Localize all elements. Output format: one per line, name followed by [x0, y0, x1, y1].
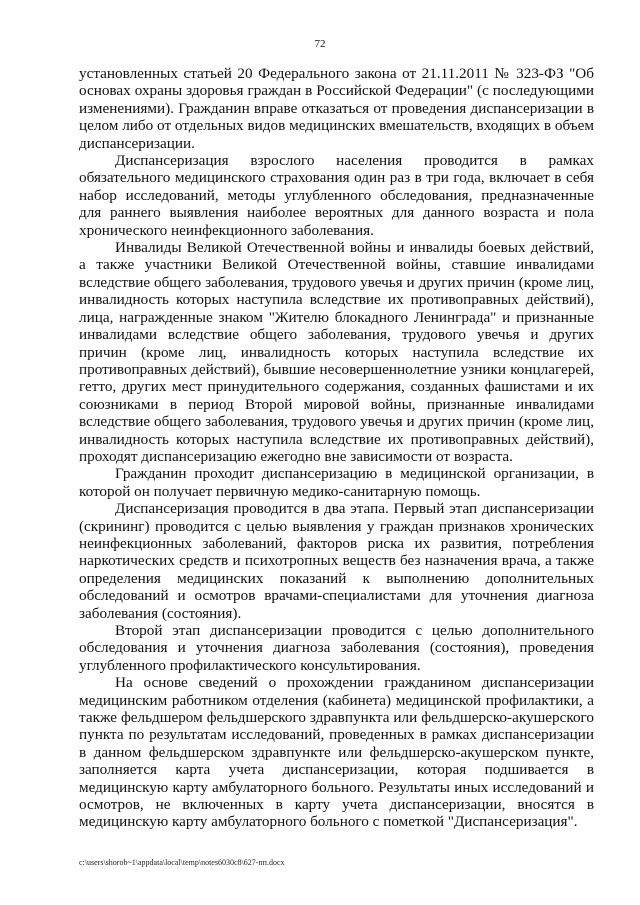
page-number: 72 — [314, 38, 326, 50]
paragraph-medical-organization: Гражданин проходит диспансеризацию в медицинской организации, в которой он получает первичную медико-санитарную помощь. — [79, 465, 594, 500]
footer-file-path: c:\users\shorob~1\appdata\local\temp\notes6030c8\627-пп.docx — [79, 858, 285, 867]
paragraph-second-stage: Второй этап диспансеризации проводится с целью дополнительного обследования и уточнения диагноза заболевания (состояния), проведения углубленного профилактического консультирования. — [79, 622, 594, 674]
document-body — [79, 65, 594, 831]
paragraph-continuation: установленных статьей 20 Федерального закона от 21.11.2011 № 323-ФЗ "Об основах охраны здоровья граждан в Российской Федерации" (с последующими изменениями). Гражданин вправе отказаться от проведения диспансеризации в целом либо от отдельных видов медицинских вмешательств, входящих в объем диспансеризации. — [79, 65, 594, 152]
paragraph-first-stage: Диспансеризация проводится в два этапа. Первый этап диспансеризации (скрининг) проводится с целью выявления у граждан признаков хронических неинфекционных заболеваний, факторов риска их развития, потребления наркотических средств и психотропных веществ без назначения врача, а также определения медицинских показаний к выполнению дополнительных обследований и осмотров врачами-специалистами для уточнения диагноза заболевания (состояния). — [79, 500, 594, 622]
paragraph-record-card: На основе сведений о прохождении гражданином диспансеризации медицинским работником отделения (кабинета) медицинской профилактики, а также фельдшером фельдшерского здравпункта или фельдшерско-акушерского пункта по результатам исследований, проведенных в рамках диспансеризации в данном фельдшерском здравпункте или фельдшерско-акушерском пункте, заполняется карта учета диспансеризации, которая подшивается в медицинскую карту амбулаторного больного. Результаты иных исследований и осмотров, не включенных в карту учета диспансеризации, вносятся в медицинскую карту амбулаторного больного с пометкой "Диспансеризация". — [79, 674, 594, 831]
paragraph-war-invalids: Инвалиды Великой Отечественной войны и инвалиды боевых действий, а также участники Великой Отечественной войны, ставшие инвалидами вследствие общего заболевания, трудового увечья и других причин (кроме лиц, инвалидность которых наступила вследствие их противоправных действий), лица, награжденные знаком "Жителю блокадного Ленинграда" и признанные инвалидами вследствие общего заболевания, трудового увечья и других причин (кроме лиц, инвалидность которых наступила вследствие их противоправных действий), бывшие несовершеннолетние узники концлагерей, гетто, других мест принудительного содержания, созданных фашистами и их союзниками в период Второй мировой войны, признанные инвалидами вследствие общего заболевания, трудового увечья и других причин (кроме лиц, инвалидность которых наступила вследствие их противоправных действий), проходят диспансеризацию ежегодно вне зависимости от возраста. — [79, 239, 594, 465]
paragraph-adult-dispensarization: Диспансеризация взрослого населения проводится в рамках обязательного медицинского страхования один раз в три года, включает в себя набор исследований, методы углубленного обследования, предназначенные для раннего выявления наиболее вероятных для данного возраста и пола хронического неинфекционного заболевания. — [79, 152, 594, 239]
